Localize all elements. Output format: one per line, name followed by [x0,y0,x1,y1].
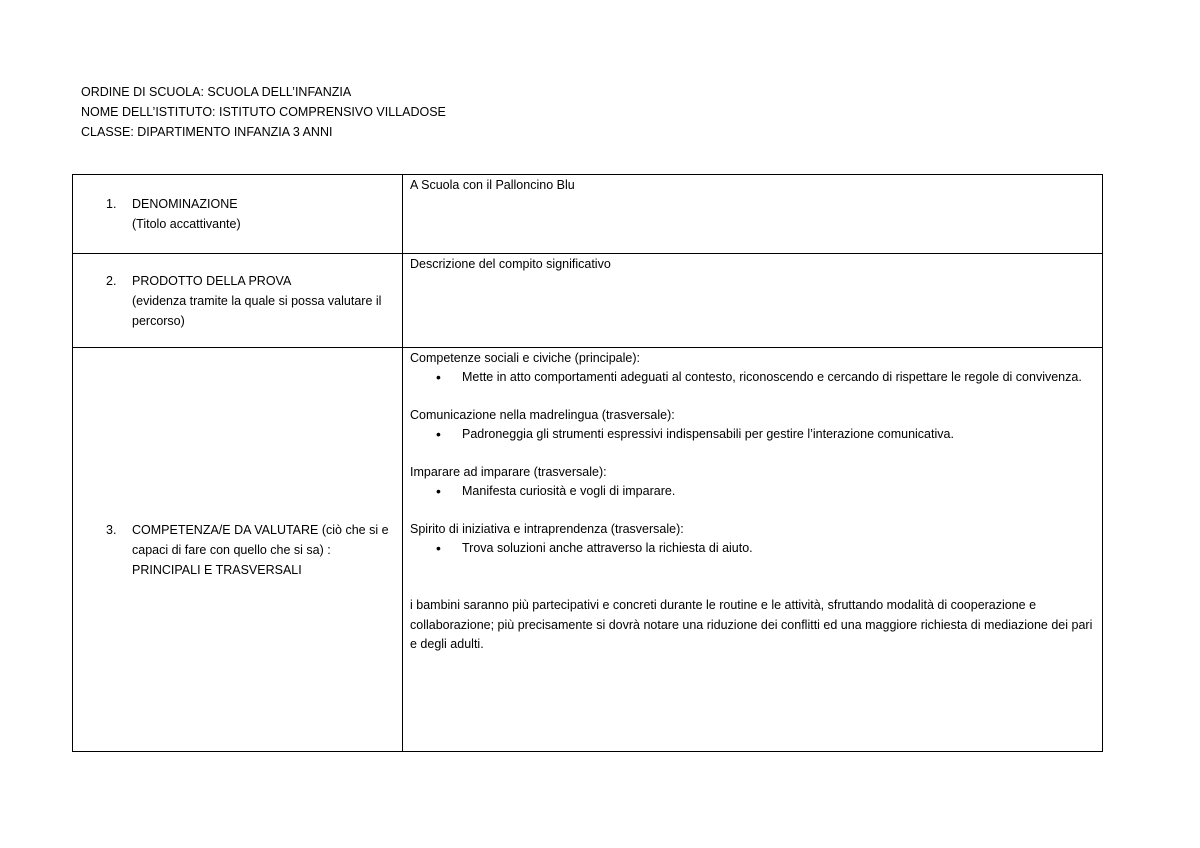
bullet-icon: • [436,426,441,442]
task-description: Descrizione del compito significativo [410,257,611,271]
row-number: 1. [106,197,117,211]
competence-title: Competenze sociali e civiche (principale): [410,351,640,365]
row-content-cell [403,254,1103,348]
competence-block [410,349,1096,387]
competence-title: Spirito di iniziativa e intraprendenza (trasversale): [410,522,684,536]
row-label-subtitle: (Titolo accattivante) [132,217,241,231]
row-label-cell [73,348,403,752]
expected-outcome-text: i bambini saranno più partecipativi e concreti durante le routine e le attività, sfruttando modalità di cooperazione e collaborazione; più precisamente si dovrà notare una riduzione dei conflitti ed una maggiore richiesta di mediazione dei pari e degli adulti. [410,598,1093,651]
competence-bullet-text: Padroneggia gli strumenti espressivi indispensabili per gestire l’interazione comunicativa. [462,427,954,441]
assessment-table [72,174,1103,752]
list-item [410,482,1096,501]
row-label-subtitle: PRINCIPALI E TRASVERSALI [132,562,302,577]
competence-title: Comunicazione nella madrelingua (trasversale): [410,408,675,422]
row-number: 2. [106,273,117,288]
row-label-subtitle: (evidenza tramite la quale si possa valutare il percorso) [132,293,382,328]
row-label-cell [73,175,403,254]
table-row [73,348,1103,752]
row-label-title: COMPETENZA/E DA VALUTARE (ciò che si e capaci di fare con quello che si sa) : [132,522,389,557]
bullet-icon: • [436,483,441,499]
row-label-cell [73,254,403,348]
institute-name-line: NOME DELL’ISTITUTO: ISTITUTO COMPRENSIVO VILLADOSE [81,105,446,119]
row-content-cell [403,175,1103,254]
row-number: 3. [106,522,117,537]
competence-block [410,520,1096,558]
row-label-title: PRODOTTO DELLA PROVA [132,273,292,288]
list-item [410,368,1096,387]
school-order-line: ORDINE DI SCUOLA: SCUOLA DELL’INFANZIA [81,85,352,99]
competence-bullet-text: Trova soluzioni anche attraverso la richiesta di aiuto. [462,541,753,555]
bullet-icon: • [436,540,441,556]
list-item [410,425,1096,444]
list-item [410,539,1096,558]
row-label-title: DENOMINAZIONE [132,197,238,211]
competence-block [410,463,1096,501]
bullet-icon: • [436,369,441,385]
competence-bullet-text: Manifesta curiosità e vogli di imparare. [462,484,676,498]
table-row [73,175,1103,254]
table-row [73,254,1103,348]
competence-block [410,406,1096,444]
row-content-cell [403,348,1103,752]
project-title: A Scuola con il Palloncino Blu [410,178,575,192]
competence-title: Imparare ad imparare (trasversale): [410,465,607,479]
document-header [81,82,446,142]
class-line: CLASSE: DIPARTIMENTO INFANZIA 3 ANNI [81,125,333,139]
competence-bullet-text: Mette in atto comportamenti adeguati al contesto, riconoscendo e cercando di rispettare le regole di convivenza. [462,370,1082,384]
